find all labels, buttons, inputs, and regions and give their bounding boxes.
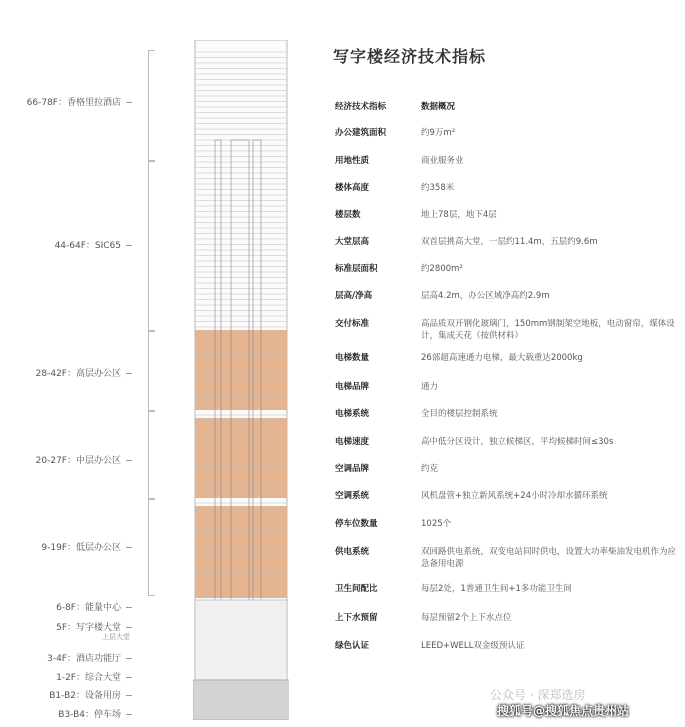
bracket-high-office <box>148 330 155 412</box>
header-value: 数据概况 <box>421 102 456 112</box>
floor-label-low-office: 9-19F：低层办公区 <box>4 540 132 553</box>
basement <box>193 680 289 720</box>
watermark-wechat: 公众号 · 深郑选房 <box>490 688 586 702</box>
bracket-mid-office <box>148 410 155 500</box>
row-key: 空调品牌 <box>335 464 370 474</box>
floor-sublabel: 上层大堂 <box>102 633 130 641</box>
floor-label-equipment: B1-B2：设备用房 <box>4 688 132 701</box>
row-key: 电梯系统 <box>335 409 370 419</box>
floor-label-sic65: 44-64F：SIC65 <box>4 238 132 251</box>
floor-label-parking: B3-B4：停车场 <box>4 707 132 720</box>
watermark-sohu: 搜狐号@搜狐焦点贵州站 <box>497 704 630 718</box>
row-value: 约克 <box>421 464 439 474</box>
row-value: 约2800m² <box>421 264 463 274</box>
row-key: 标准层面积 <box>335 264 378 274</box>
floor-label-hotel-function: 3-4F：酒店功能厅 <box>4 651 132 664</box>
row-key: 停车位数量 <box>335 519 378 529</box>
floor-label-hotel: 66-78F：香格里拉酒店 <box>4 95 132 108</box>
row-value: 高中低分区设计，独立候梯区，平均候梯时间≤30s <box>421 437 614 447</box>
row-key: 层高/净高 <box>335 291 373 301</box>
row-key: 电梯品牌 <box>335 382 370 392</box>
row-value: 26部超高速通力电梯，最大载重达2000kg <box>421 353 583 363</box>
floor-label-main-lobby: 1-2F：综合大堂 <box>4 670 132 683</box>
row-value: 约9万m² <box>421 128 456 138</box>
floor-label-mid-office: 20-27F：中层办公区 <box>4 453 132 466</box>
row-key: 大堂层高 <box>335 237 370 247</box>
floor-label-high-office: 28-42F：高层办公区 <box>4 366 132 379</box>
row-key: 办公建筑面积 <box>335 128 387 138</box>
bracket-low-office <box>148 498 155 596</box>
row-key: 绿色认证 <box>335 641 370 651</box>
row-value: 全目的楼层控制系统 <box>421 409 498 419</box>
floor-label-energy: 6-8F：能量中心 <box>4 600 132 613</box>
row-key: 空调系统 <box>335 491 370 501</box>
row-key: 楼体高度 <box>335 183 370 193</box>
page-title: 写字楼经济技术指标 <box>333 47 487 66</box>
row-value: 风机盘管+独立新风系统+24小时冷却水循环系统 <box>421 491 608 501</box>
header-key: 经济技术指标 <box>335 102 387 112</box>
row-value: 地上78层，地下4层 <box>421 210 497 220</box>
row-value: 商业服务业 <box>421 156 464 166</box>
row-value: 高品质双开钢化玻璃门，150mm钢制架空地板，电动窗帘，煤体设计，集成天花（按供材料） <box>421 319 675 341</box>
floor-label-lobby: 5F：写字楼大堂 <box>4 620 132 633</box>
row-value: LEED+WELL双金级预认证 <box>421 641 525 651</box>
zone-mid-office <box>195 418 287 498</box>
row-value: 双首层挑高大堂，一层约11.4m，五层约9.6m <box>421 237 598 247</box>
row-key: 供电系统 <box>335 547 370 557</box>
zone-high-office <box>195 330 287 410</box>
building-section <box>193 40 289 720</box>
row-value: 通力 <box>421 382 439 392</box>
row-value: 1025个 <box>421 519 452 529</box>
bracket-sic65 <box>148 160 155 332</box>
row-key: 上下水预留 <box>335 613 378 623</box>
row-value: 每层预留2个上下水点位 <box>421 613 512 623</box>
row-value: 每层2处，1普通卫生间+1多功能卫生间 <box>421 584 572 594</box>
row-key: 交付标准 <box>335 319 370 329</box>
podium <box>195 600 287 680</box>
row-key: 楼层数 <box>335 210 361 220</box>
row-key: 卫生间配比 <box>335 584 378 594</box>
zone-low-office <box>195 506 287 598</box>
bracket-hotel <box>148 50 155 162</box>
row-value: 双回路供电系统，双变电站同时供电，设置大功率柴油发电机作为应急备用电源 <box>421 547 677 569</box>
row-key: 用地性质 <box>335 156 370 166</box>
row-key: 电梯速度 <box>335 437 370 447</box>
row-value: 层高4.2m，办公区域净高约2.9m <box>421 291 550 301</box>
row-value: 约358米 <box>421 183 455 193</box>
row-key: 电梯数量 <box>335 353 370 363</box>
